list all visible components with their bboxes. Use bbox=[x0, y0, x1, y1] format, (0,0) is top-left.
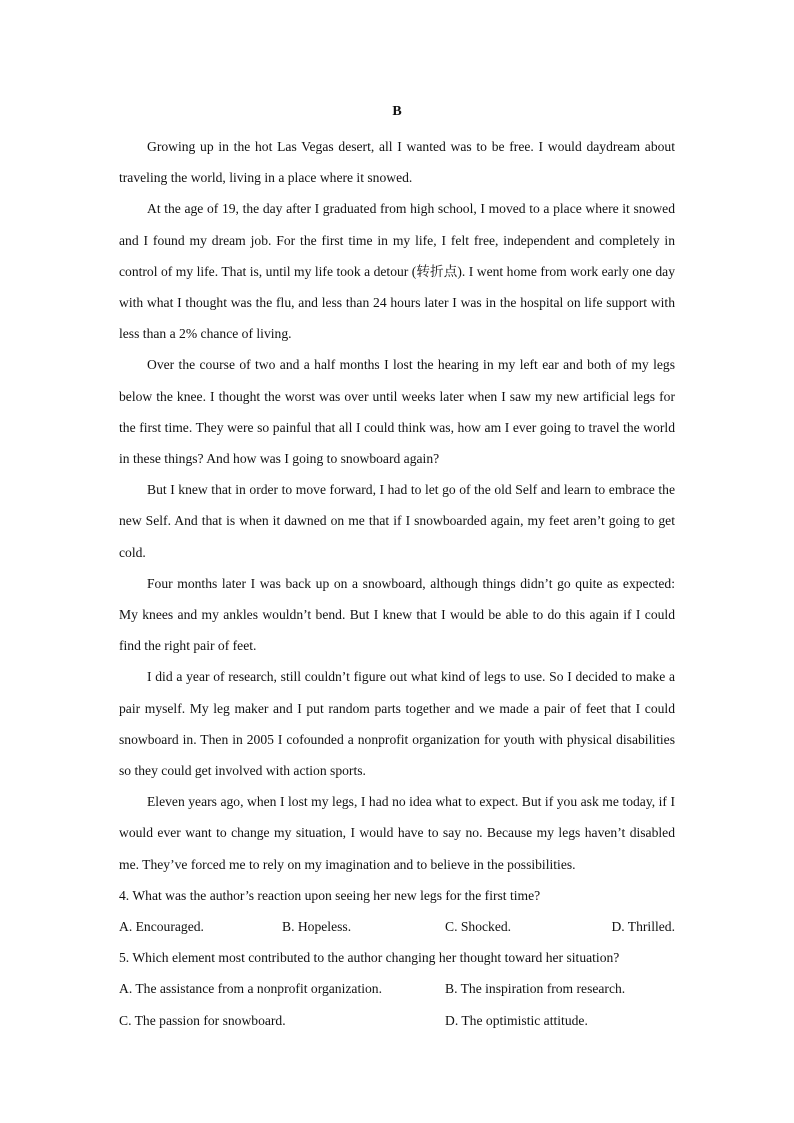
paragraph-6: I did a year of research, still couldn’t figure out what kind of legs to use. So I decided to make a pair myself. My leg maker and I put random parts together and we made a pair of feet that I could snowboard in. Then in 2005 I cofounded a nonprofit organization for youth with physical disabilities so they could get involved with action sports. bbox=[119, 669, 675, 779]
question-4-stem: 4. What was the author’s reaction upon seeing her new legs for the first time? bbox=[119, 887, 541, 903]
paragraph-5: Four months later I was back up on a snowboard, although things didn’t go quite as expected: My knees and my ankles wouldn’t bend. But I knew that I would be able to do this again if I could find the right pair of feet. bbox=[119, 575, 675, 654]
question-5-option-c: C. The passion for snowboard. bbox=[119, 1012, 286, 1028]
question-4 bbox=[119, 880, 675, 942]
question-4-option-c: C. Shocked. bbox=[445, 919, 512, 935]
question-4-option-b: B. Hopeless. bbox=[282, 919, 352, 935]
question-5-stem: 5. Which element most contributed to the author changing her thought toward her situation? bbox=[119, 950, 620, 966]
question-5-option-a: A. The assistance from a nonprofit organization. bbox=[119, 981, 382, 997]
paragraph-7: Eleven years ago, when I lost my legs, I had no idea what to expect. But if you ask me today, if I would ever want to change my situation, I would have to say no. Because my legs haven’t disabled me. They’ve forced me to rely on my imagination and to believe in the possibilities. bbox=[119, 794, 675, 872]
question-5-options-row-2 bbox=[119, 1005, 675, 1036]
question-4-option-d: D. Thrilled. bbox=[611, 919, 675, 935]
paragraph-1: Growing up in the hot Las Vegas desert, all I wanted was to be free. I would daydream about traveling the world, living in a place where it snowed. bbox=[119, 139, 675, 186]
question-5-option-d: D. The optimistic attitude. bbox=[445, 1012, 588, 1028]
paragraph-4: But I knew that in order to move forward, I had to let go of the old Self and learn to embrace the new Self. And that is when it dawned on me that if I snowboarded again, my feet aren’t going to get cold. bbox=[119, 482, 675, 560]
question-5 bbox=[119, 942, 675, 1036]
paragraph-3: Over the course of two and a half months I lost the hearing in my left ear and both of my legs below the knee. I thought the worst was over until weeks later when I saw my new artificial legs for the first time. They were so painful that all I could think was, how am I ever going to travel the world in these things? And how was I going to snowboard again? bbox=[119, 357, 675, 467]
question-5-options-row-1 bbox=[119, 973, 675, 1004]
section-heading: B bbox=[392, 104, 402, 119]
paragraph-2: At the age of 19, the day after I graduated from high school, I moved to a place where it snowed and I found my dream job. For the first time in my life, I felt free, independent and completely in control of my life. That is, until my life took a detour (转折点). I went home from work early one day with what I thought was the flu, and less than 24 hours later I was in the hospital on life support with less than a 2% chance of living. bbox=[119, 201, 675, 342]
document-page bbox=[119, 100, 675, 1036]
question-4-option-a: A. Encouraged. bbox=[119, 919, 204, 935]
question-5-option-b: B. The inspiration from research. bbox=[445, 981, 626, 997]
question-4-options bbox=[119, 911, 675, 942]
